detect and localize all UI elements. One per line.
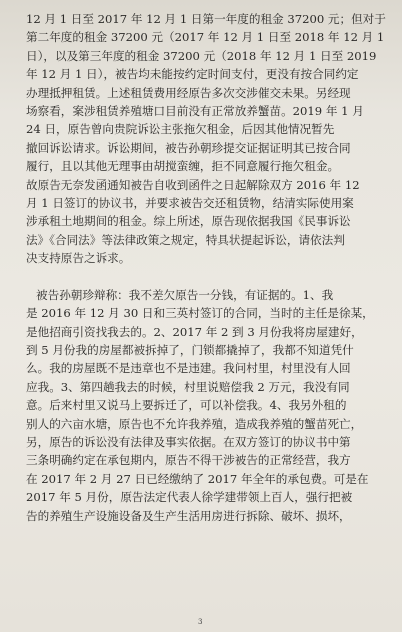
- text-line: 决支持原告之诉求。: [26, 251, 131, 266]
- text-line: 被告孙朝珍辩称：我不差欠原告一分钱，有证据的。1、我: [36, 287, 334, 302]
- text-line: 12 月 1 日至 2017 年 12 月 1 日第一年度的租金 37200 元；但对于: [26, 12, 386, 26]
- text-line: 涉承租土地期间的租金。综上所述，原告现依据我国《民事诉讼: [26, 214, 351, 229]
- text-line: 故原告无奈发函通知被告自收到函件之日起解除双方 2016 年 12: [26, 177, 360, 192]
- text-line: 月 1 日签订的协议书，并要求被告交还租赁物，结清实际使用案: [26, 195, 354, 210]
- text-line: 在 2017 年 2 月 27 日已经缴纳了 2017 年全年的承包费。可是在: [26, 471, 369, 486]
- text-line: 年 12 月 1 日），被告均未能按约定时间支付，更没有按合同约定: [26, 67, 359, 82]
- text-line: 另，原告的诉讼没有法律及事实依据。在双方签订的协议书中第: [26, 434, 351, 449]
- page-number: 3: [198, 618, 203, 626]
- text-line: 告的养殖生产设施设备及生产生活用房进行拆除、破坏、损坏，: [26, 508, 351, 523]
- text-line: 撤回诉讼请求。诉讼期间，被告孙朝珍提交证据证明其已按合同: [26, 140, 351, 155]
- text-line: 2017 年 5 月份，原告法定代表人徐学建带领上百人，强行把被: [26, 490, 353, 505]
- text-line: 24 日，原告曾向贵院诉讼主张拖欠租金，后因其他情况暂先: [26, 122, 335, 137]
- text-line: 日），以及第三年度的租金 37200 元（2018 年 12 月 1 日至 2019: [26, 48, 377, 63]
- text-line: 法》《合同法》等法律政策之规定，特具状提起诉讼，请依法判: [26, 232, 345, 247]
- text-line: 是他招商引资找我去的。2、2017 年 2 到 3 月份我将房屋建好，: [26, 324, 363, 339]
- text-line: 是 2016 年 12 月 30 日和三英村签订的合同，当时的主任是徐某，: [26, 306, 374, 321]
- text-line: 么。我的房屋既不是违章也不是违建。我问村里，村里没有人回: [26, 361, 351, 376]
- text-line: 到 5 月份我的房屋都被拆掉了，门锁都撬掉了，我都不知道凭什: [26, 343, 354, 358]
- text-line: 意。后来村里又说马上要拆迁了，可以补偿我。4、我另外租的: [26, 398, 347, 413]
- text-line: 三条明确约定在承包期内，原告不得干涉被告的正常经营，我方: [26, 453, 351, 468]
- document-body: [26, 10, 388, 525]
- text-line: 履行，且以其他无理事由胡搅蛮缠，拒不同意履行拖欠租金。: [26, 159, 340, 174]
- text-line: 别人的六亩水塘，原告也不允许我养殖，造成我养殖的蟹苗死亡，: [26, 416, 363, 431]
- text-line: 第二年度的租金 37200 元（2017 年 12 月 1 日至 2018 年 12 月 1: [26, 30, 385, 45]
- text-line: 办理抵押租赁。上述租赁费用经原告多次交涉催交未果。另经现: [26, 85, 351, 100]
- paragraph-gap: [26, 267, 388, 285]
- text-line: 应我。3、第四趟我去的时候，村里说赔偿我 2 万元，我没有同: [26, 379, 350, 394]
- text-line: 场察看，案涉租赁养殖塘口目前没有正常放养蟹苗。2019 年 1 月: [26, 103, 364, 118]
